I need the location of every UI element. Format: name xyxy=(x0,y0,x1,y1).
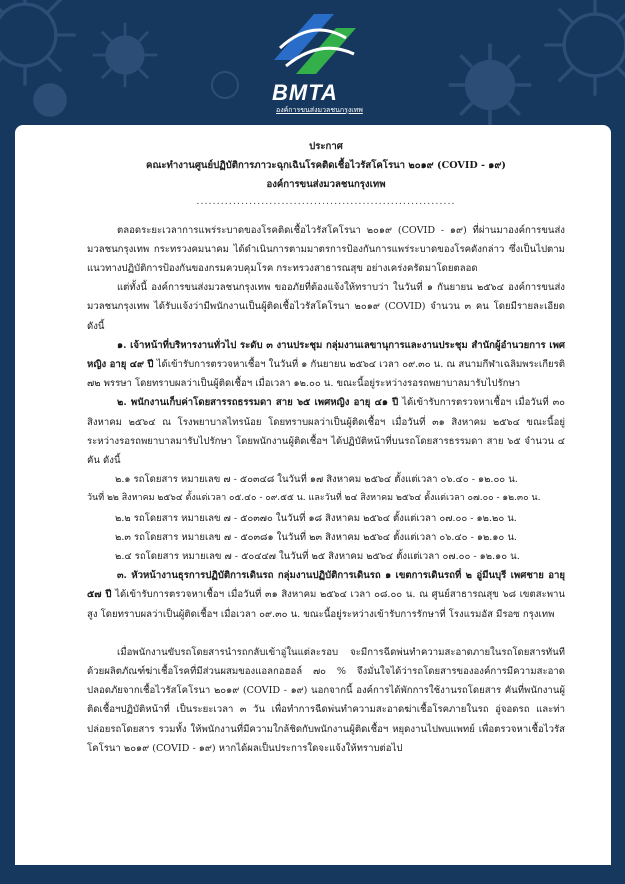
announcement-heading: ประกาศ xyxy=(309,141,343,152)
paragraph-intro: ตลอดระยะเวลาการแพร่ระบาดของโรคติดเชื้อไวรัสโคโรนา ๒๐๑๙ (COVID - ๑๙) ที่ผ่านมาองค์การขนส่งมวลชนกรุงเทพ กระทรวงคมนาคม ได้ดำเนินการตามมาตรการป้องกันการแพร่ระบาดของโรคดังกล่าว ซึ่งเป็นไปตามแนวทางปฏิบัติการป้องกันของกรมควบคุมโรค กระทรวงสาธารณสุข อย่างเคร่งครัดมาโดยตลอด xyxy=(87,224,565,275)
case-item-3-detail: ได้เข้ารับการตรวจหาเชื้อฯ เมื่อวันที่ ๓๑ สิงหาคม ๒๕๖๔ เวลา ๐๘.๐๐ น. ณ ศูนย์สาธารณสุข ๖๘ เขตสะพานสูง โดยทราบผลว่าเป็นผู้ติดเชื้อฯ เมื่อเวลา ๐๙.๓๐ น. ขณะนี้อยู่ระหว่างเข้ารับการรักษาที่ โรงแรมอัส มีรอซ กรุงเทพ xyxy=(87,589,565,620)
case-item-1 xyxy=(87,336,565,394)
bmta-logo xyxy=(250,8,376,118)
header-banner xyxy=(0,0,625,125)
announcement-org: องค์การขนส่งมวลชนกรุงเทพ xyxy=(266,179,386,191)
case-item-2-detail: ได้เข้ารับการตรวจหาเชื้อฯ เมื่อวันที่ ๓๐ สิงหาคม ๒๕๖๔ ณ โรงพยาบาลไทรน้อย โดยทราบผลว่าเป็นผู้ติดเชื้อฯ เมื่อวันที่ ๓๑ สิงหาคม ๒๕๖๔ ขณะนี้อยู่ระหว่างรอรถพยาบาลมารับไปรักษา โดยพนักงานผู้ติดเชื้อฯ ได้ปฏิบัติหน้าที่บนรถโดยสารธรรมดา สาย ๖๕ จำนวน ๔ คัน ดังนี้ xyxy=(87,397,565,467)
case-item-3-title: ๓. หัวหน้างานธุรการปฏิบัติการเดินรถ กลุ่มงานปฏิบัติการเดินรถ ๑ เขตการเดินรถที่ ๒ อู่มีนบุรี เพศชาย อายุ ๕๗ ปี xyxy=(87,570,565,601)
case-item-1-title: ๑. เจ้าหน้าที่บริหารงานทั่วไป ระดับ ๓ งานประชุม กลุ่มงานเลขานุการและงานประชุม สำนักผู้อำนวยการ เพศหญิง อายุ ๔๙ ปี xyxy=(87,339,565,371)
virus-icon xyxy=(90,20,160,90)
bus-item-2: ๒.๒ รถโดยสาร หมายเลข ๗ - ๕๐๓๗๐ ในวันที่ ๑๘ สิงหาคม ๒๕๖๔ ตั้งแต่เวลา ๐๗.๐๐ - ๑๒.๒๐ น. xyxy=(115,512,517,524)
logo-name: BMTA xyxy=(272,80,338,105)
virus-icon xyxy=(200,60,250,110)
bus-item-1: ๒.๑ รถโดยสาร หมายเลข ๗ - ๕๐๓๔๘ ในวันที่ ๑๗ สิงหาคม ๒๕๖๔ ตั้งแต่เวลา ๐๖.๔๐ - ๑๒.๐๐ น. xyxy=(115,474,518,486)
bus-item-1-cont: วันที่ ๒๒ สิงหาคม ๒๕๖๔ ตั้งแต่เวลา ๐๕.๔๐ - ๐๙.๕๕ น. และวันที่ ๒๔ สิงหาคม ๒๕๖๔ ตั้งแต่เวลา ๐๗.๐๐ - ๑๒.๓๐ น. xyxy=(87,493,541,504)
bmta-logo-mark xyxy=(250,8,376,86)
virus-icon xyxy=(20,70,80,125)
paragraph-notice: แต่ทั้งนี้ องค์การขนส่งมวลชนกรุงเทพ ขออภัยที่ต้องแจ้งให้ทราบว่า ในวันที่ ๑ กันยายน ๒๕๖๔ องค์การขนส่งมวลชนกรุงเทพ ได้รับแจ้งว่ามีพนักงานเป็นผู้ติดเชื้อไวรัสโคโรนา ๒๐๑๙ (COVID) จำนวน ๓ คน โดยมีรายละเอียด ดังนี้ xyxy=(87,282,565,332)
footer-strip xyxy=(0,865,625,884)
announcement-document xyxy=(87,137,565,758)
logo-subtitle: องค์การขนส่งมวลชนกรุงเทพ xyxy=(276,107,363,114)
virus-icon xyxy=(540,0,625,100)
bus-item-4: ๒.๔ รถโดยสาร หมายเลข ๗ - ๕๐๔๔๗ ในวันที่ ๒๕ สิงหาคม ๒๕๖๔ ตั้งแต่เวลา ๐๗.๐๐ - ๑๒.๑๐ น. xyxy=(115,551,520,563)
virus-icon xyxy=(445,40,535,125)
case-item-2-title: ๒. พนักงานเก็บค่าโดยสารรถธรรมดา สาย ๖๕ เพศหญิง อายุ ๔๑ ปี xyxy=(117,397,399,409)
announcement-title: คณะทำงานศูนย์ปฏิบัติการภาวะฉุกเฉินโรคติดเชื้อไวรัสโคโรนา ๒๐๑๙ (COVID - ๑๙) xyxy=(146,160,506,172)
paragraph-closing: เมื่อพนักงานขับรถโดยสารนำรถกลับเข้าอู่ในแต่ละรอบ จะมีการฉีดพ่นทำความสะอาดภายในรถโดยสารทันทีด้วยผลิตภัณฑ์ฆ่าเชื้อโรคที่มีส่วนผสมของแอลกอฮอล์ ๗๐ % จึงมั่นใจได้ว่ารถโดยสารขององค์การมีความสะอาด ปลอดภัยจากเชื้อไวรัสโคโรนา ๒๐๑๙ (COVID - ๑๙) นอกจากนี้ องค์การได้พักการใช้งานรถโดยสาร คันที่พนักงานผู้ติดเชื้อฯปฏิบัติหน้าที่ เป็นระยะเวลา ๓ วัน เพื่อทำการฉีดพ่นทำความสะอาดฆ่าเชื้อโรคภายในรถ อู่จอดรถ และท่าปล่อยรถโดยสาร รวมทั้ง ให้พนักงานที่มีความใกล้ชิดกับพนักงานผู้ติดเชื้อฯ หยุดงานไปพบแพทย์ เพื่อตรวจหาเชื้อไวรัสโคโรนา ๒๐๑๙ (COVID - ๑๙) หากได้ผลเป็นประการใดจะแจ้งให้ทราบต่อไป xyxy=(87,646,565,754)
divider: ................................................................ xyxy=(196,195,456,207)
case-item-2 xyxy=(87,393,565,470)
case-item-1-detail: ได้เข้ารับการตรวจหาเชื้อฯ ในวันที่ ๑ กันยายน ๒๕๖๔ เวลา ๐๙.๓๐ น. ณ สนามกีฬาเฉลิมพระเกียรติ ๗๒ พรรษา โดยทราบผลว่าเป็นผู้ติดเชื้อฯ เมื่อเวลา ๑๒.๐๐ น. ขณะนี้อยู่ระหว่างรอรถพยาบาลมารับไปรักษา xyxy=(87,359,566,390)
bus-item-3: ๒.๓ รถโดยสาร หมายเลข ๗ - ๕๐๓๘๑ ในวันที่ ๒๓ สิงหาคม ๒๕๖๔ ตั้งแต่เวลา ๐๖.๔๐ - ๑๒.๑๐ น. xyxy=(115,531,517,543)
case-item-3 xyxy=(87,566,565,624)
